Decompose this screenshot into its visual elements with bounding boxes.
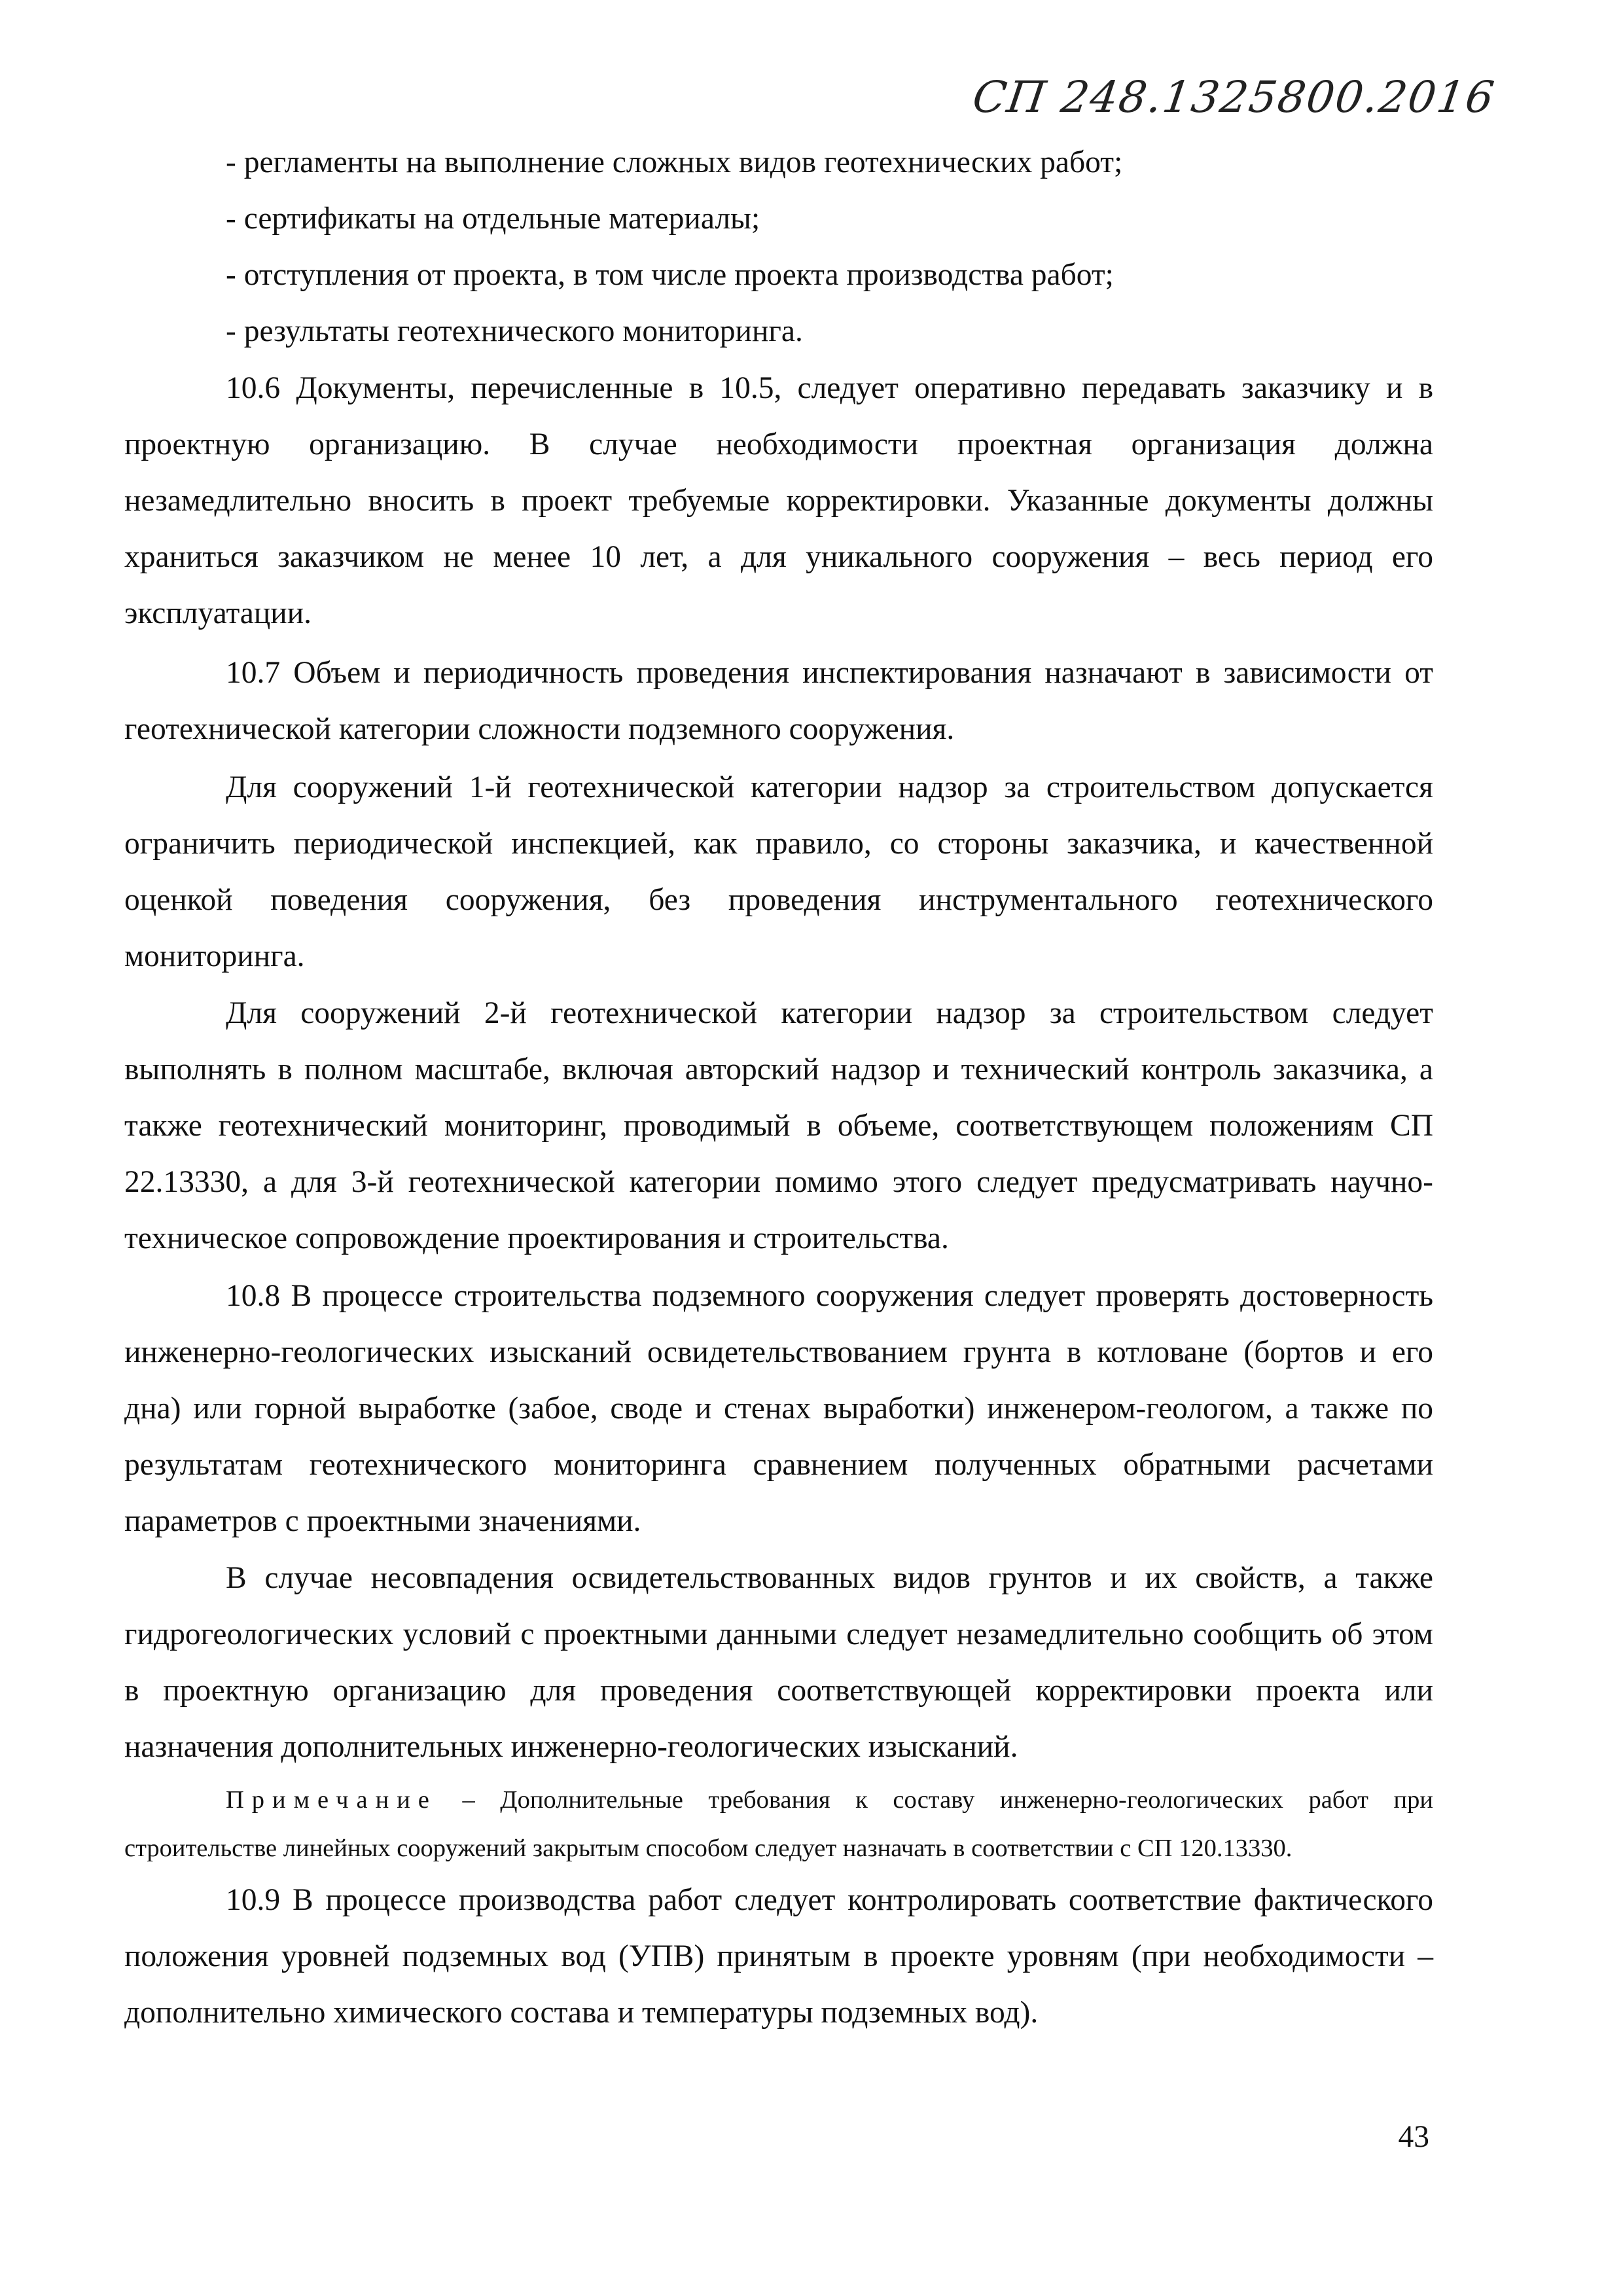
bullet-regulations: - регламенты на выполнение сложных видов геотехнических работ; — [226, 145, 1123, 179]
bullet-monitoring-results: - результаты геотехнического мониторинга. — [226, 314, 803, 348]
paragraph-mismatch: В случае несовпадения освидетельствованных видов грунтов и их свойств, а также гидрогеологических условий с проектными данными следует незамедлительно сообщить об этом в проектную организацию для проведения соответствующей корректировки проекта или назначения дополнительных инженерно-геологических изысканий. — [124, 1561, 1433, 1764]
paragraph-10-6-block — [124, 360, 1433, 641]
handwritten-document-code: СП 248.1325800.2016 — [969, 72, 1499, 122]
paragraph-category-2-block — [124, 985, 1433, 1266]
paragraph-10-9-block — [124, 1872, 1433, 2041]
paragraph-10-8-block — [124, 1268, 1433, 1549]
note-paragraph — [124, 1776, 1433, 1873]
paragraph-10-6: 10.6 Документы, перечисленные в 10.5, следует оперативно передавать заказчику и в проектную организацию. В случае необходимости проектная организация должна незамедлительно вносить в проект требуемые корректировки. Указанные документы должны храниться заказчиком не менее 10 лет, а для уникального сооружения – весь период его эксплуатации. — [124, 371, 1433, 630]
paragraph-10-8: 10.8 В процессе строительства подземного сооружения следует проверять достоверность инженерно-геологических изысканий освидетельствованием грунта в котловане (бортов и его дна) или горной выработке (забое, своде и стенах выработки) инженером-геологом, а также по результатам геотехнического мониторинга сравнением полученных обратными расчетами параметров с проектными значениями. — [124, 1279, 1433, 1538]
paragraph-10-7: 10.7 Объем и периодичность проведения инспектирования назначают в зависимости от геотехнической категории сложности подземного сооружения. — [124, 656, 1433, 746]
bullet-project-deviations: - отступления от проекта, в том числе проекта производства работ; — [226, 258, 1114, 292]
paragraph-10-9: 10.9 В процессе производства работ следует контролировать соответствие фактического положения уровней подземных вод (УПВ) принятым в проекте уровням (при необходимости – дополнительно химического состава и температуры подземных вод). — [124, 1883, 1433, 2030]
page-number: 43 — [1398, 2120, 1429, 2154]
paragraph-category-1: Для сооружений 1-й геотехнической категории надзор за строительством допускается ограничить периодической инспекцией, как правило, со стороны заказчика, и качественной оценкой поведения сооружения, без проведения инструментального геотехнического мониторинга. — [124, 770, 1433, 973]
paragraph-mismatch-block — [124, 1550, 1433, 1775]
paragraph-category-2: Для сооружений 2-й геотехнической категории надзор за строительством следует выполнять в полном масштабе, включая авторский надзор и технический контроль заказчика, а также геотехнический мониторинг, проводимый в объеме, соответствующем положениям СП 22.13330, а для 3-й геотехнической категории помимо этого следует предусматривать научно-техническое сопровождение проектирования и строительства. — [124, 996, 1433, 1255]
note-label: Примечание — [226, 1786, 437, 1814]
paragraph-category-1-block — [124, 759, 1433, 984]
bullet-certificates: - сертификаты на отдельные материалы; — [226, 202, 760, 236]
paragraph-10-7-block — [124, 645, 1433, 757]
note-text: – Дополнительные требования к составу инженерно-геологических работ при строительстве линейных сооружений закрытым способом следует назначать в соответствии с СП 120.13330. — [124, 1786, 1433, 1862]
note-block — [124, 1776, 1433, 1873]
